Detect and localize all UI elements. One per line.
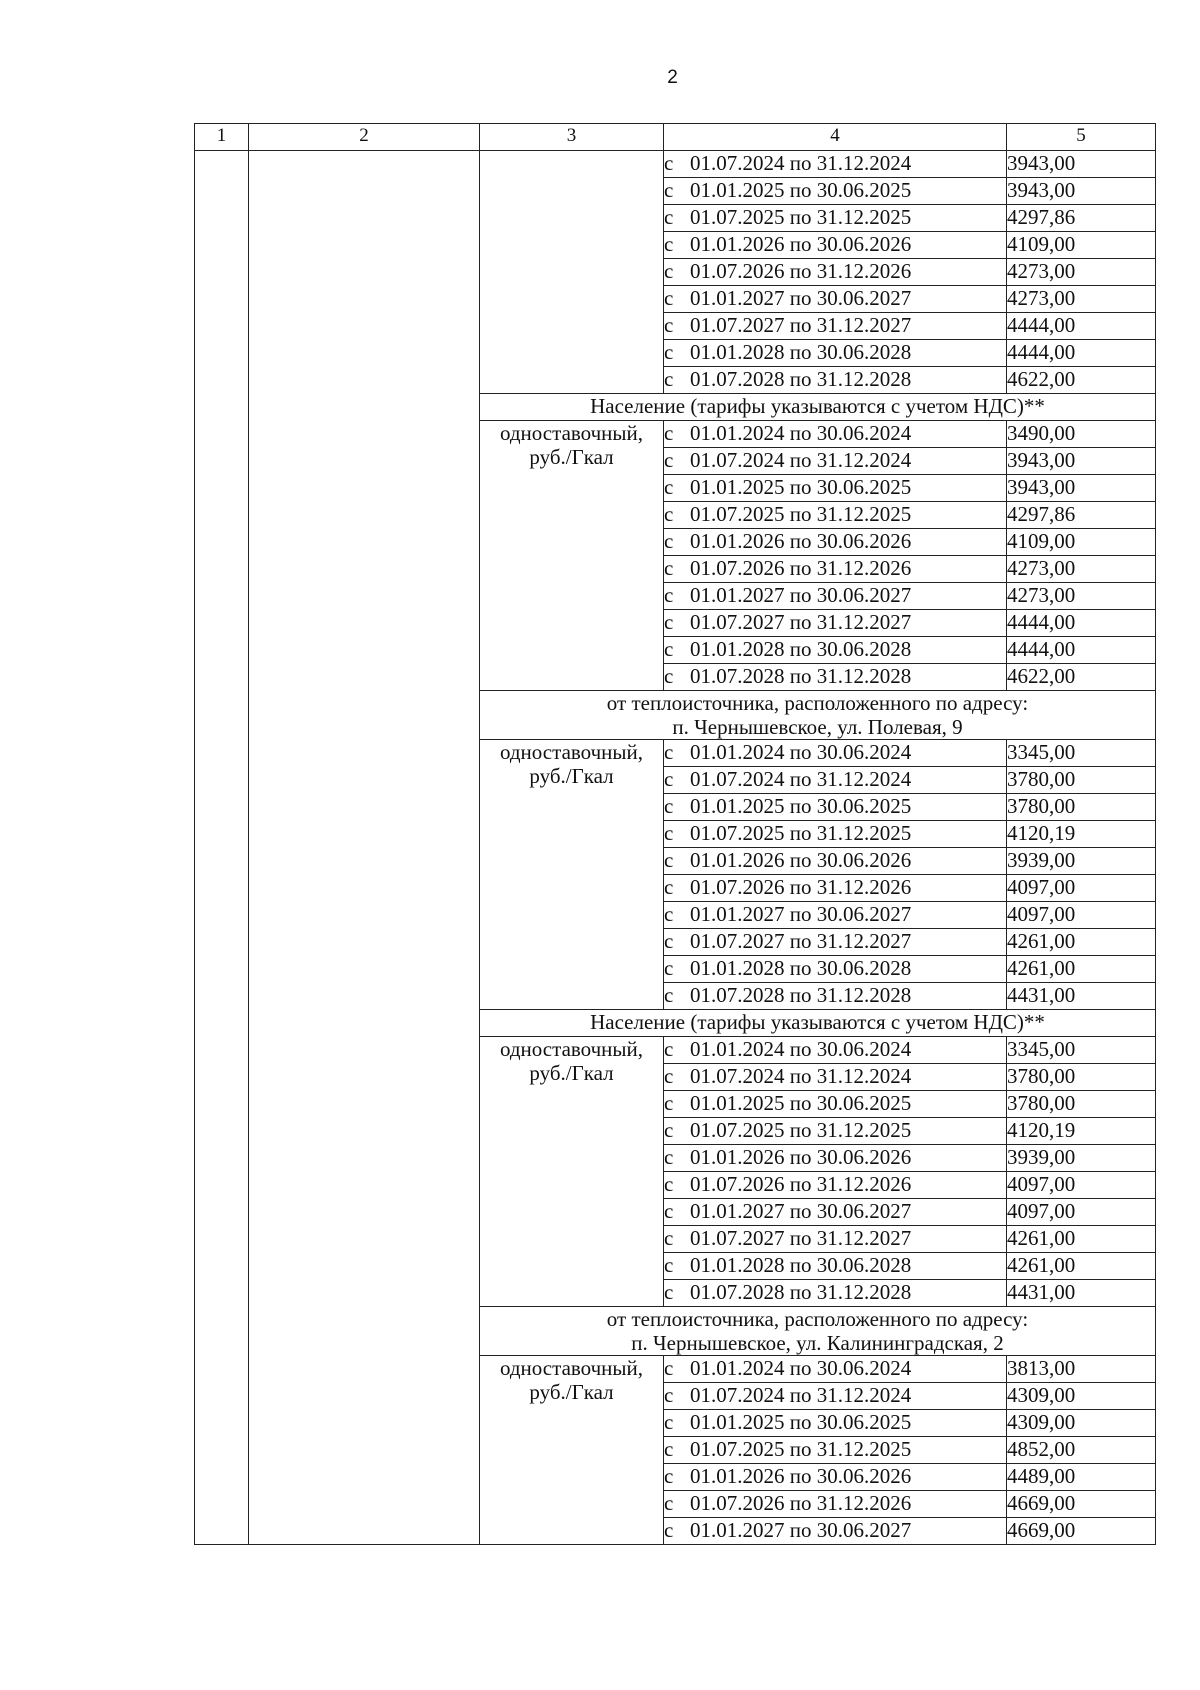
tariff-value: 4622,00 (1007, 367, 1156, 394)
period-prefix: с (664, 1437, 674, 1461)
tariff-value: 4444,00 (1007, 637, 1156, 664)
tariff-value: 4273,00 (1007, 286, 1156, 313)
period-cell (664, 821, 1007, 848)
period-prefix: с (664, 956, 674, 980)
period-range: 01.07.2025 по 31.12.2025 (690, 502, 912, 526)
tariff-value: 4431,00 (1007, 1280, 1156, 1307)
period-range: 01.01.2028 по 30.06.2028 (690, 637, 912, 661)
period-range: 01.01.2025 по 30.06.2025 (690, 475, 912, 499)
period-prefix: с (664, 529, 674, 553)
period-cell (664, 1037, 1007, 1064)
tariff-value: 4444,00 (1007, 610, 1156, 637)
period-range: 01.07.2025 по 31.12.2025 (690, 205, 912, 229)
tariff-value: 4261,00 (1007, 1226, 1156, 1253)
period-prefix: с (664, 767, 674, 791)
tariff-table (194, 123, 1156, 1545)
period-prefix: с (664, 1356, 674, 1380)
period-range: 01.01.2025 по 30.06.2025 (690, 178, 912, 202)
tariff-value: 3943,00 (1007, 475, 1156, 502)
tariff-value: 4297,86 (1007, 205, 1156, 232)
period-range: 01.01.2027 по 30.06.2027 (690, 902, 912, 926)
section-header-line: Население (тарифы указываются с учетом НДС)** (590, 394, 1045, 418)
tariff-value: 3939,00 (1007, 1145, 1156, 1172)
tariff-value: 4669,00 (1007, 1491, 1156, 1518)
tariff-value: 4109,00 (1007, 232, 1156, 259)
tariff-value: 4273,00 (1007, 556, 1156, 583)
tariff-type-cell (480, 1037, 664, 1307)
period-cell (664, 610, 1007, 637)
period-prefix: с (664, 740, 674, 764)
period-cell (664, 1253, 1007, 1280)
tariff-value: 4273,00 (1007, 259, 1156, 286)
period-prefix: с (664, 1280, 674, 1304)
period-range: 01.07.2024 по 31.12.2024 (690, 1383, 912, 1407)
period-range: 01.01.2028 по 30.06.2028 (690, 1253, 912, 1277)
period-prefix: с (664, 875, 674, 899)
period-range: 01.01.2024 по 30.06.2024 (690, 740, 912, 764)
tariff-value: 4431,00 (1007, 983, 1156, 1010)
period-range: 01.01.2027 по 30.06.2027 (690, 583, 912, 607)
period-cell (664, 637, 1007, 664)
tariff-type-cell (480, 151, 664, 394)
period-range: 01.07.2026 по 31.12.2026 (690, 556, 912, 580)
period-range: 01.07.2025 по 31.12.2025 (690, 821, 912, 845)
period-cell (664, 740, 1007, 767)
period-cell (664, 529, 1007, 556)
period-prefix: с (664, 205, 674, 229)
tariff-value: 3780,00 (1007, 1091, 1156, 1118)
period-prefix: с (664, 1518, 674, 1542)
period-range: 01.01.2026 по 30.06.2026 (690, 529, 912, 553)
period-range: 01.01.2025 по 30.06.2025 (690, 1091, 912, 1115)
period-range: 01.07.2028 по 31.12.2028 (690, 367, 912, 391)
period-range: 01.07.2028 по 31.12.2028 (690, 983, 912, 1007)
period-range: 01.07.2027 по 31.12.2027 (690, 1226, 912, 1250)
period-range: 01.07.2027 по 31.12.2027 (690, 929, 912, 953)
period-prefix: с (664, 637, 674, 661)
period-range: 01.07.2025 по 31.12.2025 (690, 1118, 912, 1142)
period-range: 01.01.2024 по 30.06.2024 (690, 1356, 912, 1380)
tariff-value: 4109,00 (1007, 529, 1156, 556)
period-cell (664, 340, 1007, 367)
column-number: 1 (195, 124, 249, 151)
tariff-value: 4297,86 (1007, 502, 1156, 529)
tariff-type-cell (480, 421, 664, 691)
tariff-table-body (195, 124, 1156, 1545)
period-prefix: с (664, 848, 674, 872)
period-prefix: с (664, 448, 674, 472)
period-range: 01.07.2026 по 31.12.2026 (690, 259, 912, 283)
tariff-value: 3490,00 (1007, 421, 1156, 448)
period-prefix: с (664, 821, 674, 845)
period-cell (664, 313, 1007, 340)
period-cell (664, 1226, 1007, 1253)
period-cell (664, 1464, 1007, 1491)
period-range: 01.07.2024 по 31.12.2024 (690, 767, 912, 791)
period-prefix: с (664, 794, 674, 818)
tariff-value: 4669,00 (1007, 1518, 1156, 1545)
period-prefix: с (664, 286, 674, 310)
period-prefix: с (664, 664, 674, 688)
period-range: 01.07.2026 по 31.12.2026 (690, 1172, 912, 1196)
column-number: 4 (664, 124, 1007, 151)
period-cell (664, 1172, 1007, 1199)
tariff-value: 3780,00 (1007, 794, 1156, 821)
period-cell (664, 1518, 1007, 1545)
tariff-value: 4852,00 (1007, 1437, 1156, 1464)
column-number: 3 (480, 124, 664, 151)
period-cell (664, 475, 1007, 502)
tariff-type-cell (480, 740, 664, 1010)
tariff-value: 3943,00 (1007, 178, 1156, 205)
column-number: 2 (249, 124, 480, 151)
section-header (480, 1010, 1156, 1037)
period-prefix: с (664, 151, 674, 175)
period-range: 01.01.2026 по 30.06.2026 (690, 848, 912, 872)
organization-cell (249, 151, 480, 1545)
period-prefix: с (664, 1464, 674, 1488)
period-range: 01.01.2026 по 30.06.2026 (690, 232, 912, 256)
section-header-line: от теплоисточника, расположенного по адресу: (606, 691, 1029, 715)
period-prefix: с (664, 983, 674, 1007)
period-range: 01.01.2025 по 30.06.2025 (690, 1410, 912, 1434)
period-range: 01.01.2025 по 30.06.2025 (690, 794, 912, 818)
period-cell (664, 1280, 1007, 1307)
section-header-line: п. Чернышевское, ул. Калининградская, 2 (631, 1331, 1004, 1355)
period-range: 01.07.2024 по 31.12.2024 (690, 448, 912, 472)
period-prefix: с (664, 1037, 674, 1061)
period-cell (664, 794, 1007, 821)
period-range: 01.01.2026 по 30.06.2026 (690, 1464, 912, 1488)
tariff-value: 3780,00 (1007, 767, 1156, 794)
period-range: 01.01.2026 по 30.06.2026 (690, 1145, 912, 1169)
period-prefix: с (664, 232, 674, 256)
period-cell (664, 1410, 1007, 1437)
period-cell (664, 448, 1007, 475)
period-prefix: с (664, 1064, 674, 1088)
tariff-value: 3780,00 (1007, 1064, 1156, 1091)
tariff-value: 4309,00 (1007, 1383, 1156, 1410)
period-prefix: с (664, 1172, 674, 1196)
period-cell (664, 1356, 1007, 1383)
tariff-type-line: одноставочный, (499, 1356, 644, 1380)
tariff-value: 4261,00 (1007, 956, 1156, 983)
period-cell (664, 956, 1007, 983)
period-cell (664, 502, 1007, 529)
period-range: 01.01.2028 по 30.06.2028 (690, 956, 912, 980)
period-prefix: с (664, 1491, 674, 1515)
section-header-line: от теплоисточника, расположенного по адресу: (606, 1307, 1029, 1331)
tariff-value: 4120,19 (1007, 1118, 1156, 1145)
period-cell (664, 421, 1007, 448)
period-prefix: с (664, 1410, 674, 1434)
period-cell (664, 1118, 1007, 1145)
tariff-value: 3813,00 (1007, 1356, 1156, 1383)
section-header (480, 1307, 1156, 1356)
tariff-type-line: одноставочный, (499, 421, 644, 445)
period-cell (664, 178, 1007, 205)
tariff-type-cell (480, 1356, 664, 1545)
tariff-value: 4097,00 (1007, 875, 1156, 902)
period-cell (664, 205, 1007, 232)
period-prefix: с (664, 421, 674, 445)
period-prefix: с (664, 556, 674, 580)
period-prefix: с (664, 1199, 674, 1223)
period-range: 01.07.2028 по 31.12.2028 (690, 1280, 912, 1304)
period-range: 01.07.2027 по 31.12.2027 (690, 610, 912, 634)
section-header-line: Население (тарифы указываются с учетом НДС)** (590, 1010, 1045, 1034)
period-prefix: с (664, 340, 674, 364)
tariff-value: 4120,19 (1007, 821, 1156, 848)
period-cell (664, 848, 1007, 875)
period-range: 01.07.2026 по 31.12.2026 (690, 875, 912, 899)
period-cell (664, 151, 1007, 178)
tariff-value: 4261,00 (1007, 1253, 1156, 1280)
period-cell (664, 983, 1007, 1010)
tariff-value: 4309,00 (1007, 1410, 1156, 1437)
tariff-value: 3943,00 (1007, 448, 1156, 475)
period-cell (664, 1437, 1007, 1464)
page-number: 2 (667, 67, 678, 88)
tariff-type-line: одноставочный, (499, 740, 644, 764)
period-cell (664, 1491, 1007, 1518)
section-header (480, 394, 1156, 421)
period-range: 01.07.2028 по 31.12.2028 (690, 664, 912, 688)
period-cell (664, 664, 1007, 691)
period-prefix: с (664, 1226, 674, 1250)
tariff-value: 4444,00 (1007, 340, 1156, 367)
period-range: 01.01.2028 по 30.06.2028 (690, 340, 912, 364)
period-prefix: с (664, 178, 674, 202)
period-prefix: с (664, 259, 674, 283)
period-range: 01.01.2027 по 30.06.2027 (690, 1518, 912, 1542)
period-cell (664, 1383, 1007, 1410)
period-cell (664, 1064, 1007, 1091)
period-range: 01.01.2024 по 30.06.2024 (690, 421, 912, 445)
period-cell (664, 902, 1007, 929)
period-cell (664, 767, 1007, 794)
section-header (480, 691, 1156, 740)
period-range: 01.07.2026 по 31.12.2026 (690, 1491, 912, 1515)
tariff-value: 4261,00 (1007, 929, 1156, 956)
section-header-line: п. Чернышевское, ул. Полевая, 9 (672, 715, 963, 739)
period-cell (664, 232, 1007, 259)
tariff-value: 3939,00 (1007, 848, 1156, 875)
period-prefix: с (664, 475, 674, 499)
tariff-value: 4489,00 (1007, 1464, 1156, 1491)
period-prefix: с (664, 583, 674, 607)
tariff-type-line: руб./Гкал (529, 764, 614, 788)
tariff-value: 3943,00 (1007, 151, 1156, 178)
period-cell (664, 286, 1007, 313)
period-cell (664, 583, 1007, 610)
period-cell (664, 259, 1007, 286)
period-cell (664, 1145, 1007, 1172)
tariff-type-line: руб./Гкал (529, 1061, 614, 1085)
period-prefix: с (664, 610, 674, 634)
period-prefix: с (664, 313, 674, 337)
period-cell (664, 1091, 1007, 1118)
column-number: 5 (1007, 124, 1156, 151)
period-cell (664, 367, 1007, 394)
period-range: 01.07.2024 по 31.12.2024 (690, 1064, 912, 1088)
tariff-value: 3345,00 (1007, 1037, 1156, 1064)
period-prefix: с (664, 1091, 674, 1115)
tariff-value: 4097,00 (1007, 1199, 1156, 1226)
tariff-value: 4097,00 (1007, 1172, 1156, 1199)
period-range: 01.07.2025 по 31.12.2025 (690, 1437, 912, 1461)
period-range: 01.01.2024 по 30.06.2024 (690, 1037, 912, 1061)
period-prefix: с (664, 1253, 674, 1277)
tariff-type-line: руб./Гкал (529, 1380, 614, 1404)
period-cell (664, 1199, 1007, 1226)
tariff-type-line: руб./Гкал (529, 445, 614, 469)
period-prefix: с (664, 1118, 674, 1142)
period-range: 01.07.2027 по 31.12.2027 (690, 313, 912, 337)
row-number-cell (195, 151, 249, 1545)
period-prefix: с (664, 1383, 674, 1407)
tariff-value: 3345,00 (1007, 740, 1156, 767)
period-cell (664, 875, 1007, 902)
tariff-value: 4444,00 (1007, 313, 1156, 340)
period-range: 01.07.2024 по 31.12.2024 (690, 151, 912, 175)
tariff-value: 4097,00 (1007, 902, 1156, 929)
tariff-type-line: одноставочный, (499, 1037, 644, 1061)
period-prefix: с (664, 1145, 674, 1169)
period-prefix: с (664, 367, 674, 391)
tariff-value: 4622,00 (1007, 664, 1156, 691)
table-row (195, 151, 1156, 178)
period-range: 01.01.2027 по 30.06.2027 (690, 1199, 912, 1223)
period-prefix: с (664, 929, 674, 953)
period-cell (664, 929, 1007, 956)
tariff-value: 4273,00 (1007, 583, 1156, 610)
period-prefix: с (664, 502, 674, 526)
period-cell (664, 556, 1007, 583)
column-number-row (195, 124, 1156, 151)
period-range: 01.01.2027 по 30.06.2027 (690, 286, 912, 310)
period-prefix: с (664, 902, 674, 926)
